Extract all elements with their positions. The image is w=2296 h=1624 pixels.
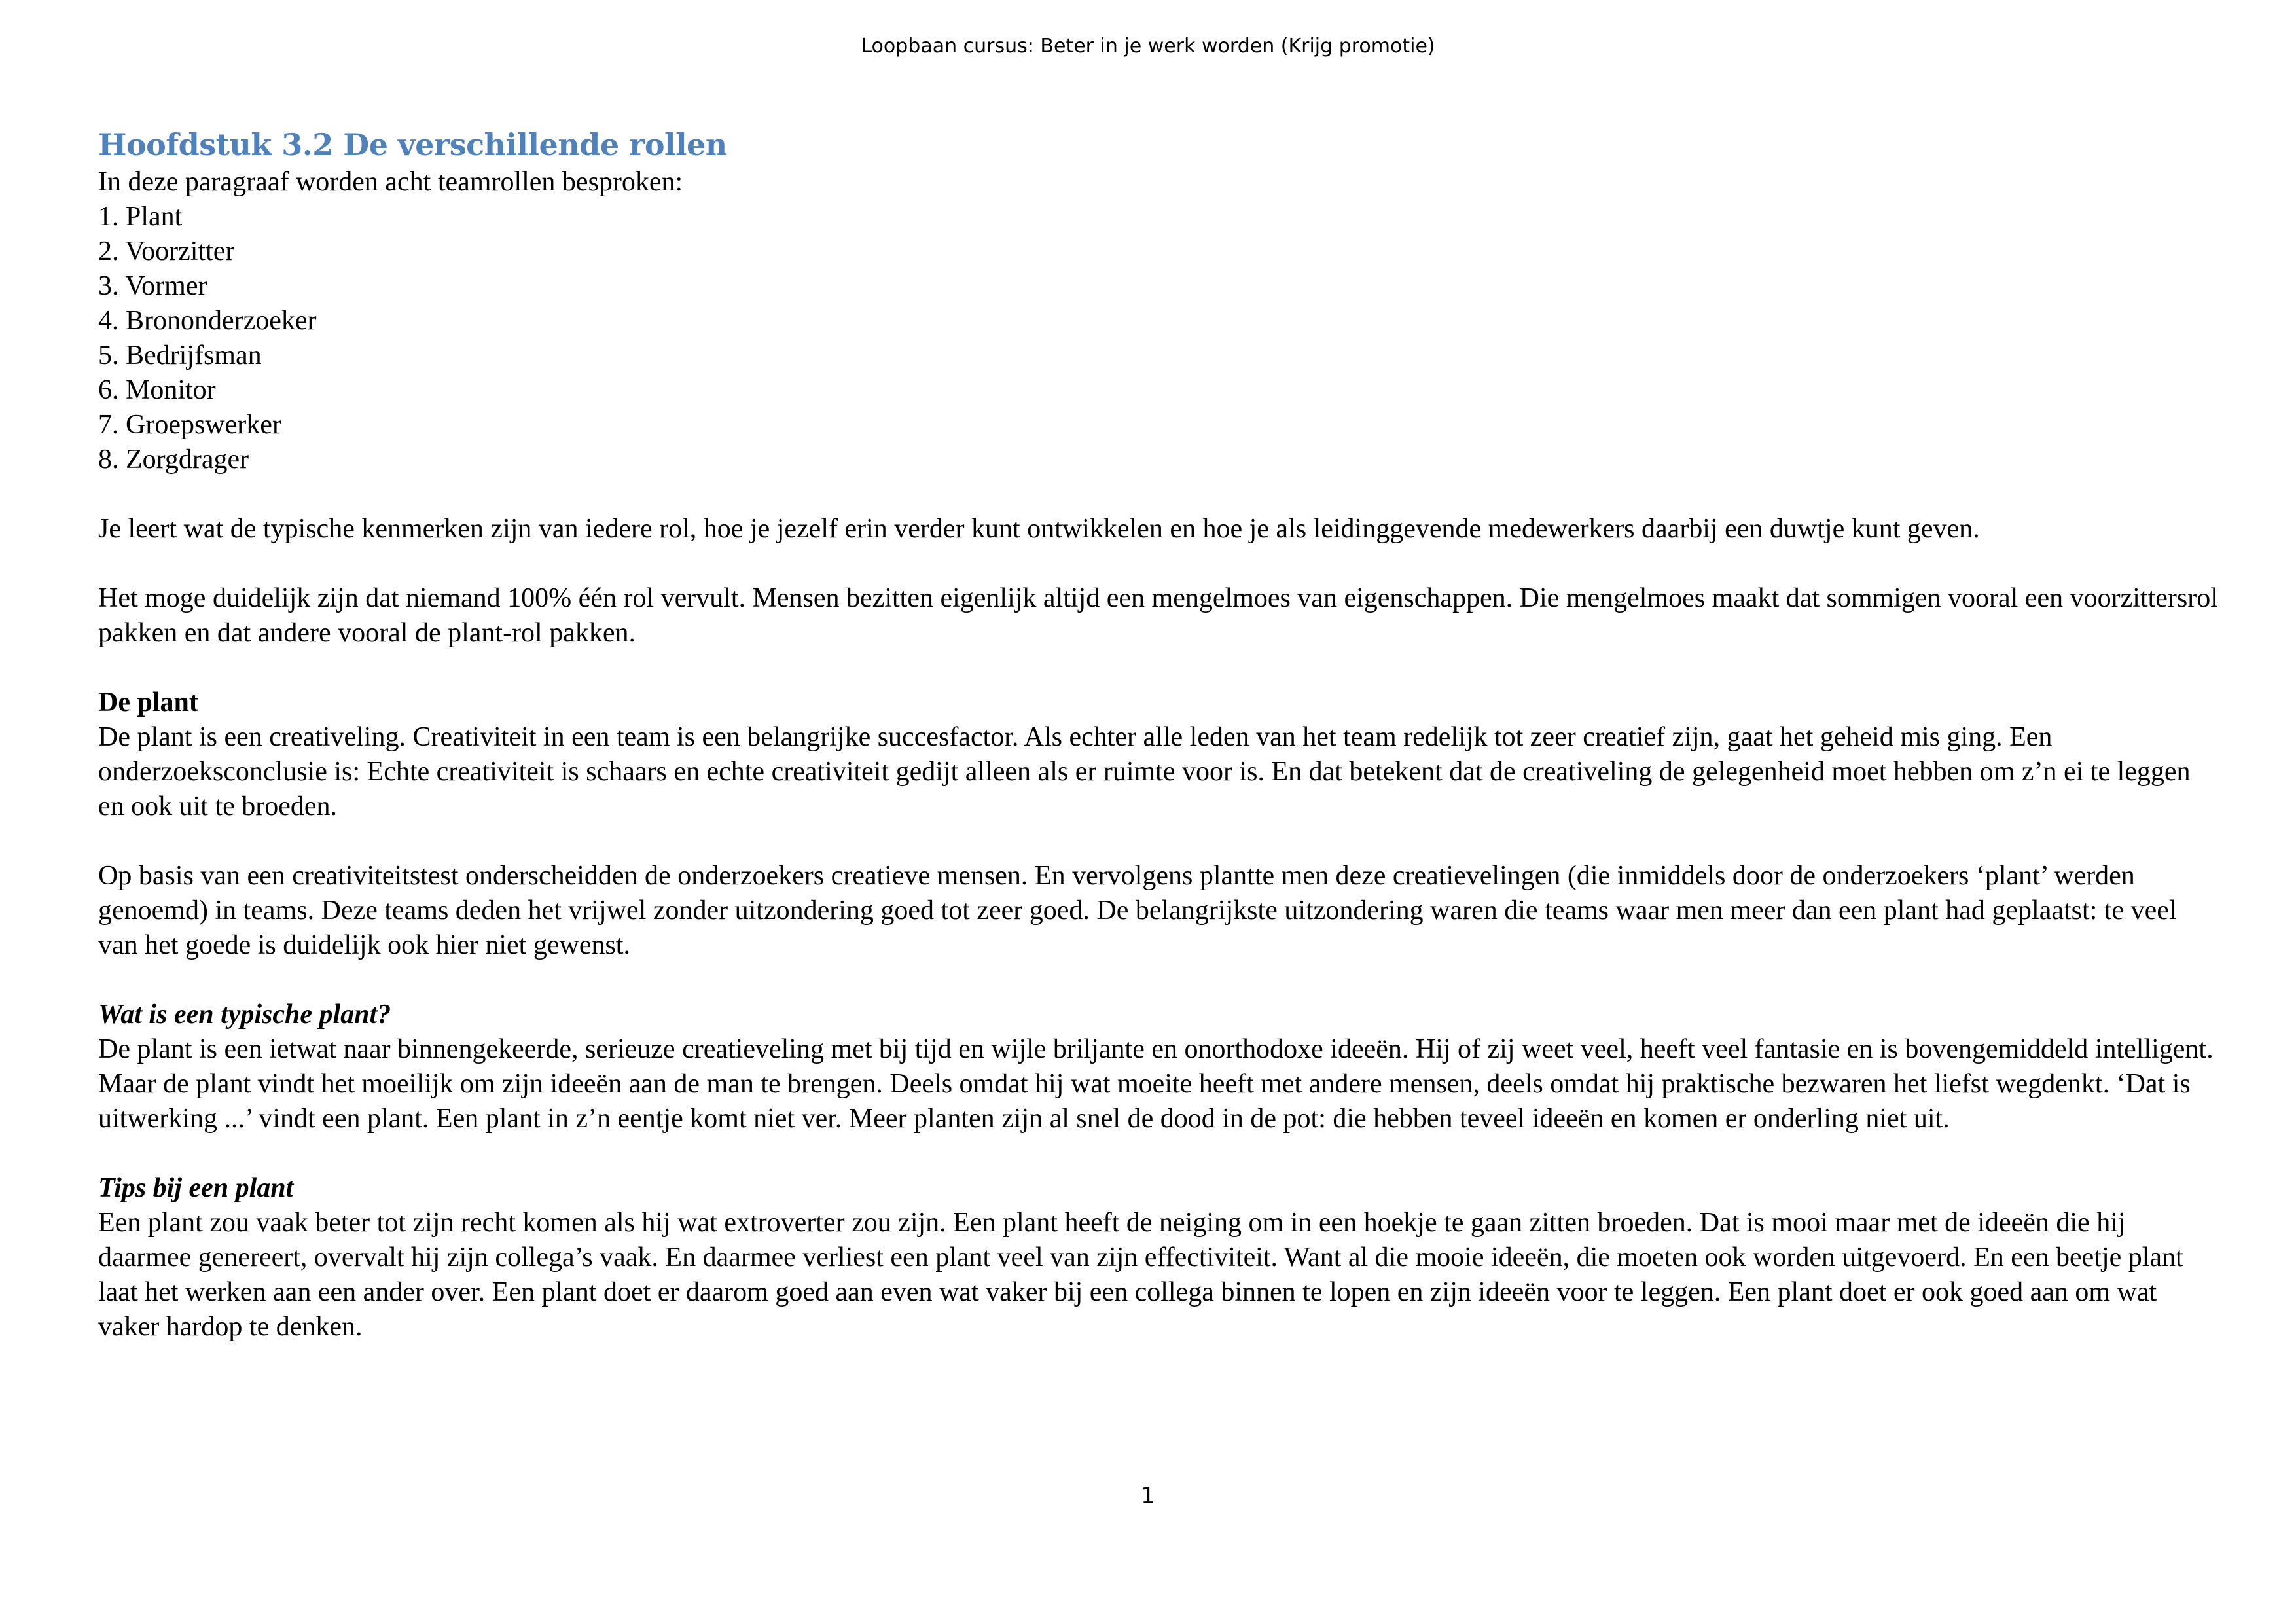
chapter-title: Hoofdstuk 3.2 De verschillende rollen	[98, 127, 727, 162]
spacer	[98, 651, 2219, 685]
role-list	[98, 200, 2219, 477]
section-heading-tips: Tips bij een plant	[98, 1173, 294, 1203]
section-heading-plant: De plant	[98, 687, 198, 717]
paragraph-typical-plant: De plant is een ietwat naar binnengekeerde, serieuze creatieveling met bij tijd en wijle briljante en onorthodoxe ideeën. Hij of zij weet veel, heeft veel fantasie en is bovengemiddeld intelligent. Maar de plant vindt het moeilijk om zijn ideeën aan de man te brengen. Deels omdat hij wat moeite heeft met andere mensen, deels omdat hij praktische bezwaren het liefst wegdenkt. ‘Dat is uitwerking ...’ vindt een plant. Een plant in z’n eentje komt niet ver. Meer planten zijn al snel de dood in de pot: die hebben teveel ideeën en komen er onderling niet uit.	[98, 1034, 2214, 1134]
list-item: 3. Vormer	[98, 271, 207, 301]
paragraph-plant-2: Op basis van een creativiteitstest onderscheidden de onderzoekers creatieve mensen. En vervolgens plantte men deze creatievelingen (die inmiddels door de onderzoekers ‘plant’ werden genoemd) in teams. Deze teams deden het vrijwel zonder uitzondering goed tot zeer goed. De belangrijkste uitzondering waren die teams waar men meer dan een plant had geplaatst: te veel van het goede is duidelijk ook hier niet gewenst.	[98, 861, 2177, 960]
running-header: Loopbaan cursus: Beter in je werk worden (Krijg promotie)	[861, 35, 1435, 58]
spacer	[98, 824, 2219, 859]
list-item: 1. Plant	[98, 202, 183, 232]
list-item: 5. Bedrijfsman	[98, 340, 262, 370]
list-item: 8. Zorgdrager	[98, 444, 249, 475]
page-number: 1	[1141, 1483, 1155, 1509]
document-body	[98, 124, 2219, 1344]
paragraph-learn: Je leert wat de typische kenmerken zijn van iedere rol, hoe je jezelf erin verder kunt ontwikkelen en hoe je als leidinggevende medewerkers daarbij een duwtje kunt geven.	[98, 514, 1980, 544]
paragraph-plant-1: De plant is een creativeling. Creativiteit in een team is een belangrijke succesfactor. Als echter alle leden van het team redelijk tot zeer creatief zijn, gaat het geheid mis ging. Een onderzoeksconclusie is: Echte creativiteit is schaars en echte creativiteit gedijt alleen als er ruimte voor is. En dat betekent dat de creativeling de gelegenheid moet hebben om z’n ei te leggen en ook uit te broeden.	[98, 722, 2191, 821]
paragraph-mix: Het moge duidelijk zijn dat niemand 100% één rol vervult. Mensen bezitten eigenlijk altijd een mengelmoes van eigenschappen. Die mengelmoes maakt dat sommigen vooral een voorzittersrol pakken en dat andere vooral de plant-rol pakken.	[98, 583, 2218, 648]
section-heading-typical-plant: Wat is een typische plant?	[98, 1000, 391, 1030]
spacer	[98, 477, 2219, 512]
list-item: 7. Groepswerker	[98, 410, 281, 440]
paragraph-tips: Een plant zou vaak beter tot zijn recht komen als hij wat extroverter zou zijn. Een plant heeft de neiging om in een hoekje te gaan zitten broeden. Dat is mooi maar met de ideeën die hij daarmee genereert, overvalt hij zijn collega’s vaak. En daarmee verliest een plant veel van zijn effectiviteit. Want al die mooie ideeën, die moeten ook worden uitgevoerd. En een beetje plant laat het werken aan een ander over. Een plant doet er daarom goed aan even wat vaker bij een collega binnen te lopen en zijn ideeën voor te leggen. Een plant doet er ook goed aan om wat vaker hardop te denken.	[98, 1208, 2183, 1342]
list-item: 6. Monitor	[98, 375, 216, 405]
spacer	[98, 963, 2219, 998]
list-item: 4. Brononderzoeker	[98, 306, 317, 336]
spacer	[98, 1136, 2219, 1171]
list-item: 2. Voorzitter	[98, 236, 235, 266]
spacer	[98, 547, 2219, 581]
intro-text: In deze paragraaf worden acht teamrollen besproken:	[98, 167, 683, 197]
